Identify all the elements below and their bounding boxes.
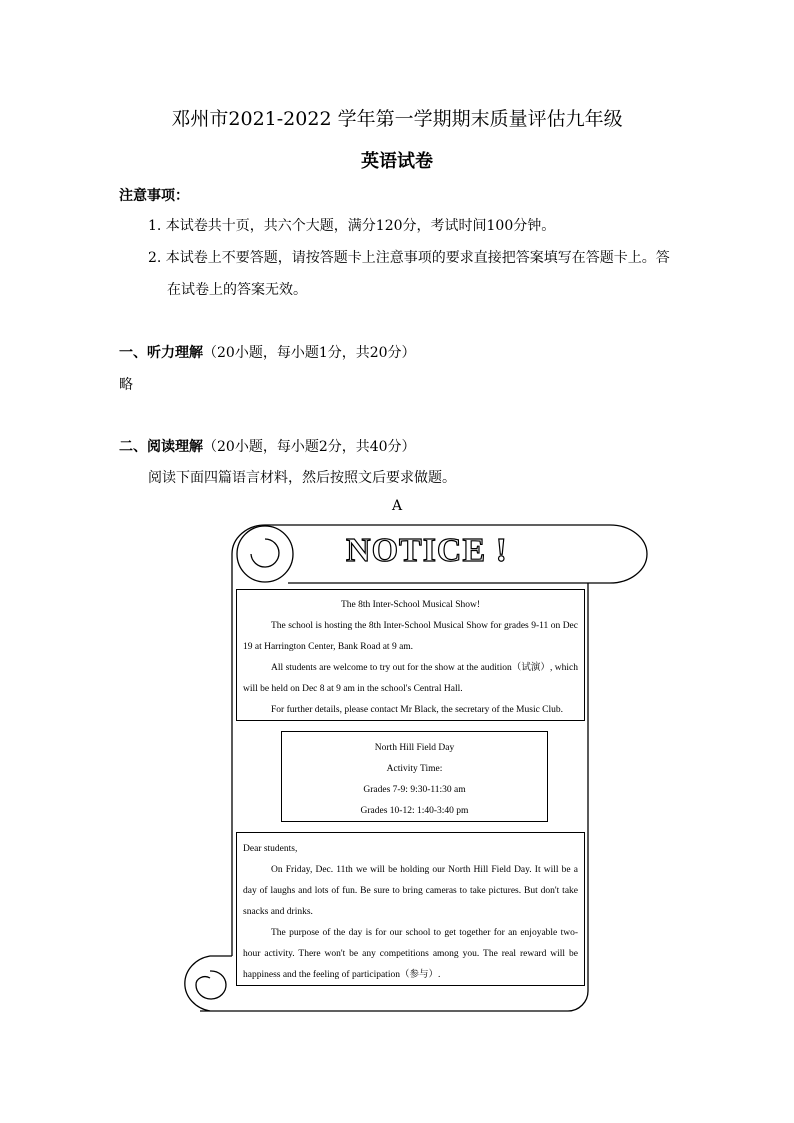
- musical-show-p1: The school is hosting the 8th Inter-School Musical Show for grades 9-11 on Dec 19 at Harrington Center, Bank Road at 9 am.: [243, 621, 578, 652]
- note-item-2: 2. 本试卷上不要答题，请按答题卡上注意事项的要求直接把答案填写在答题卡上。答: [148, 250, 670, 266]
- notes-heading: 注意事项：: [119, 188, 189, 204]
- note-item-2-cont: 在试卷上的答案无效。: [167, 282, 307, 298]
- musical-show-heading: The 8th Inter-School Musical Show!: [340, 600, 481, 610]
- page-title: 邓州市2021-2022 学年第一学期期末质量评估九年级: [171, 108, 623, 130]
- section-listening-body: 略: [119, 377, 133, 393]
- letter-p2: The purpose of the day is for our school to get together for an enjoyable two-hour activity. There won't be any competitions among you. The real reward will be happiness and the feeling of participation（参与）.: [243, 928, 578, 980]
- field-day-heading: North Hill Field Day: [374, 743, 455, 753]
- grades-10-12-time: Grades 10-12: 1:40-3:40 pm: [360, 806, 469, 816]
- notice-title: NOTICE !: [346, 532, 508, 569]
- field-day-schedule: [281, 731, 548, 822]
- letter-p1: On Friday, Dec. 11th we will be holding our North Hill Field Day. It will be a day of laughs and lots of fun. Be sure to bring cameras to take pictures. But don't take snacks and drinks.: [243, 865, 578, 917]
- section-reading-instruction: 阅读下面四篇语言材料，然后按照文后要求做题。: [148, 470, 456, 486]
- musical-show-p3: For further details, please contact Mr Black, the secretary of the Music Club.: [271, 705, 564, 715]
- field-day-letter: [236, 832, 585, 986]
- section-listening-detail: （20小题，每小题1分，共20分）: [203, 345, 416, 361]
- grades-7-9-time: Grades 7-9: 9:30-11:30 am: [363, 785, 466, 795]
- musical-show-notice: [236, 589, 585, 721]
- section-reading-label: 二、阅读理解: [119, 439, 203, 455]
- page-subtitle: 英语试卷: [361, 151, 433, 172]
- section-reading-detail: （20小题，每小题2分，共40分）: [203, 439, 416, 455]
- section-listening-heading: [119, 342, 416, 362]
- section-listening-label: 一、听力理解: [119, 345, 203, 361]
- musical-show-p2: All students are welcome to try out for the show at the audition（试演）, which will be held on Dec 8 at 9 am in the school's Central Hall.: [243, 663, 578, 694]
- note-item-1: 1. 本试卷共十页，共六个大题，满分120分，考试时间100分钟。: [148, 218, 556, 234]
- section-reading-heading: [119, 436, 416, 456]
- part-label: A: [391, 498, 403, 514]
- activity-time-label: Activity Time:: [386, 764, 443, 774]
- letter-greeting: Dear students,: [243, 844, 298, 854]
